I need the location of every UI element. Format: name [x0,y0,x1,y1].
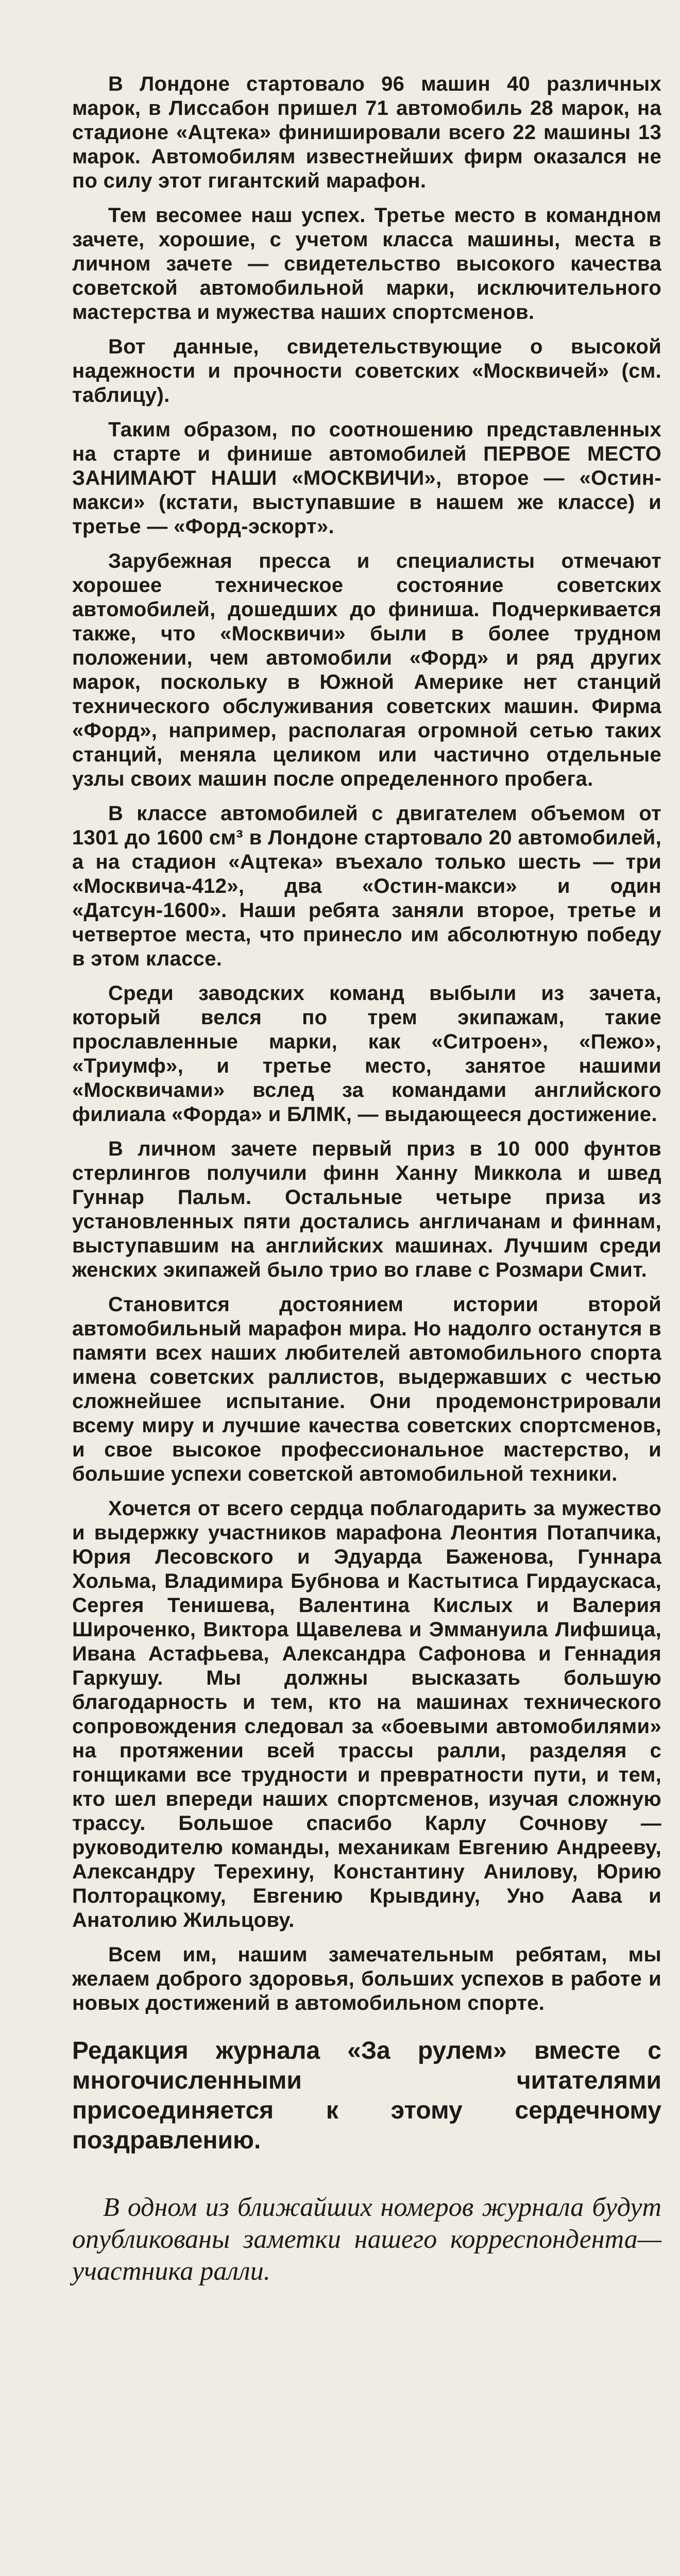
paragraph-marathon-history: Становится достоянием истории второй автомобильный марафон мира. Но надолго останутся в памяти всех наших любителей автомобильного спорта имена советских раллистов, выдержавших с честью сложнейшее испытание. Они продемонстрировали всему миру и лучшие качества советских спортсменов, и свое высокое профессиональное мастерство, и большие успехи советской автомобильной техники. [72,1293,661,1485]
paragraph-wishes: Всем им, нашим замечательным ребятам, мы желаем доброго здоровья, больших успехов в работе и новых достижений в автомобильном спорте. [72,1943,661,2014]
paragraph-reliability-data: Вот данные, свидетельствующие о высокой надежности и прочности советских «Москвичей» (см. таблицу). [72,335,661,406]
paragraph-first-place: Таким образом, по соотношению представленных на старте и финише автомобилей ПЕРВОЕ МЕСТО ЗАНИМАЮТ НАШИ «МОСКВИЧИ», второе — «Остин-макси» (кстати, выступавшие в нашем же классе) и третье — «Форд-эскорт». [72,418,661,538]
paragraph-team-success: Тем весомее наш успех. Третье место в командном зачете, хорошие, с учетом класса машины, места в личном зачете — свидетельство высокого качества советской автомобильной марки, исключительного мастерства и мужества наших спортсменов. [72,204,661,324]
article-body [72,72,661,2015]
editorial-text: Редакция журнала «За рулем» вместе с многочисленными читателями присоединяется к этому сердечному поздравлению. [72,2037,661,2154]
note-text: В одном из ближайших номеров журнала будут опубликованы заметки нашего корреспондента—участника ралли. [72,2193,661,2286]
upcoming-notes [72,2192,661,2287]
paragraph-thanks: Хочется от всего сердца поблагодарить за мужество и выдержку участников марафона Леонтия Потапчика, Юрия Лесовского и Эдуарда Баженова, Гуннара Хольма, Владимира Бубнова и Кастытиса Гирдаускаса, Сергея Тенишева, Валентина Кислых и Валерия Широченко, Виктора Щавелева и Эммануила Лифшица, Ивана Астафьева, Александра Сафонова и Геннадия Гаркушу. Мы должны высказать большую благодарность и тем, кто на машинах технического сопровождения следовал за «боевыми автомобилями» на протяжении всей трассы ралли, разделяя с гонщиками все трудности и превратности пути, и тем, кто шел впереди наших спортсменов, изучая сложную трассу. Большое спасибо Карлу Сочнову — руководителю команды, механикам Евгению Андрееву, Александру Терехину, Константину Анилову, Юрию Полторацкому, Евгению Крывдину, Уно Аава и Анатолию Жильцову. [72,1497,661,1931]
editorial-greeting [72,2036,661,2156]
paragraph-engine-class: В классе автомобилей с двигателем объемом от 1301 до 1600 см³ в Лондоне стартовало 20 автомобилей, а на стадион «Ацтека» въехало только шесть — три «Москвича-412», два «Остин-макси» и один «Датсун-1600». Наши ребята заняли второе, третье и четвертое места, что принесло им абсолютную победу в этом классе. [72,802,661,970]
paragraph-start-finish-stats: В Лондоне стартовало 96 машин 40 различных марок, в Лиссабон пришел 71 автомобиль 28 марок, на стадионе «Ацтека» финишировали всего 22 машины 13 марок. Автомобилям известнейших фирм оказался не по силу этот гигантский марафон. [72,73,661,192]
paragraph-personal-standings: В личном зачете первый приз в 10 000 фунтов стерлингов получили финн Ханну Миккола и швед Гуннар Пальм. Остальные четыре приза из установленных пяти достались англичанам и финнам, выступавшим на английских машинах. Лучшим среди женских экипажей было трио во главе с Розмари Смит. [72,1138,661,1281]
paragraph-factory-teams: Среди заводских команд выбыли из зачета, который велся по трем экипажам, такие прославленные марки, как «Ситроен», «Пежо», «Триумф», и третье место, занятое нашими «Москвичами» вслед за командами английского филиала «Форда» и БЛМК, — выдающееся достижение. [72,982,661,1126]
paragraph-foreign-press: Зарубежная пресса и специалисты отмечают хорошее техническое состояние советских автомобилей, дошедших до финиша. Подчеркивается также, что «Москвичи» были в более трудном положении, чем автомобили «Форд» и ряд других марок, поскольку в Южной Америке нет станций технического обслуживания советских машин. Фирма «Форд», например, располагая огромной сетью таких станций, меняла целиком или частично отдельные узлы своих машин после определенного пробега. [72,550,661,790]
